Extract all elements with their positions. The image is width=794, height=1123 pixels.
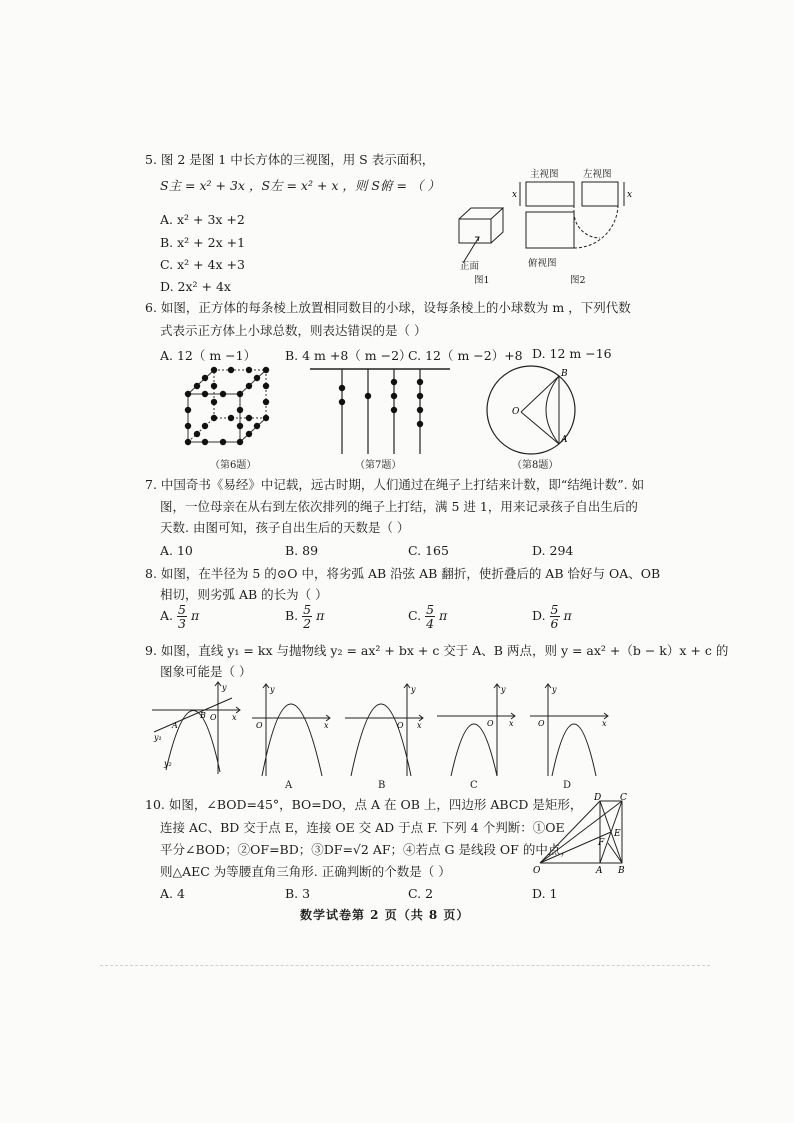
- q8-option-b: B. $\frac{5}{2}$ π: [285, 602, 325, 631]
- q9-graph-c-x: x: [509, 719, 514, 728]
- q9-graph-c: [437, 682, 519, 777]
- q6-option-c: C. 12（ m −2）+8: [408, 348, 523, 363]
- q9-graph-c-o: O: [487, 719, 494, 728]
- q5-fig1-label: 图1: [474, 275, 490, 286]
- q5-left-view-label: 左视图: [583, 169, 612, 180]
- q9-stem-line1: 9. 如图，直线 y₁ = kx 与抛物线 y₂ = ax² + bx + c 交于 A、B 两点，则 y = ax² +（b − k）x + c 的: [145, 643, 729, 658]
- q5-x-label-right: x: [627, 190, 633, 200]
- q5-fig2-label: 图2: [570, 275, 586, 286]
- q8-label-b: B: [561, 369, 568, 379]
- q10-option-b: B. 3: [285, 886, 311, 901]
- q5-option-b: B. x² + 2x +1: [160, 235, 246, 250]
- q10-label-a: A: [596, 866, 603, 876]
- q6-option-d: D. 12 m −16: [532, 346, 612, 361]
- q9-graph-d-x: x: [602, 719, 607, 728]
- q5-option-c: C. x² + 4x +3: [160, 257, 245, 272]
- q8-stem-line1: 8. 如图，在半径为 5 的⊙O 中，将劣弧 AB 沿弦 AB 翻折，使折叠后的 AB 恰好与 OA、OB: [145, 566, 661, 581]
- q8-circle-figure: [485, 364, 585, 456]
- q9-graph-b-label: B: [378, 780, 386, 791]
- q9-graph-d-label: D: [563, 780, 572, 791]
- q9-main-y: y: [222, 683, 227, 692]
- q6-option-a: A. 12（ m −1）: [160, 348, 257, 363]
- q5-top-view-label: 俯视图: [528, 258, 557, 269]
- q8-option-a: A. $\frac{5}{3}$ π: [160, 602, 200, 631]
- q10-label-c: C: [620, 793, 627, 803]
- q5-front-label: 正面: [460, 261, 480, 272]
- q9-main-y2: y₂: [164, 759, 172, 768]
- q10-label-d: D: [594, 793, 602, 803]
- q10-label-b: B: [618, 866, 625, 876]
- q9-main-graph: [152, 680, 244, 775]
- q7-stem-line3: 天数. 由图可知，孩子自出生后的天数是（ ）: [160, 520, 410, 535]
- q8-option-c: C. $\frac{5}{4}$ π: [408, 602, 448, 631]
- q9-graph-a-x: x: [324, 721, 329, 730]
- q9-graph-c-y: y: [501, 685, 506, 694]
- q7-ropes-figure: [310, 366, 455, 456]
- q6-caption: （第6题）: [210, 460, 257, 471]
- q5-x-label-left: x: [512, 190, 518, 200]
- q9-graph-b-y: y: [411, 685, 416, 694]
- q8-label-a: A: [561, 435, 568, 445]
- q9-stem-line2: 图象可能是（ ）: [160, 664, 252, 679]
- q7-caption: （第7题）: [355, 460, 402, 471]
- q10-stem-line3: 平分∠BOD；②OF=BD；③DF=√2 AF；④若点 G 是线段 OF 的中点，: [160, 842, 573, 857]
- q8-caption: （第8题）: [512, 460, 559, 471]
- q8-stem-line2: 相切，则劣弧 AB 的长为（ ）: [160, 587, 328, 602]
- q7-option-c: C. 165: [408, 543, 449, 558]
- q5-option-d: D. 2x² + 4x: [160, 279, 231, 294]
- q8-option-d: D. $\frac{5}{6}$ π: [532, 602, 572, 631]
- q10-stem-line1: 10. 如图，∠BOD=45°，BO=DO，点 A 在 OB 上，四边形 ABCD 是矩形，: [145, 797, 583, 812]
- q5-stem-line1: 5. 图 2 是图 1 中长方体的三视图，用 S 表示面积，: [145, 152, 435, 167]
- q9-graph-d: [530, 682, 612, 777]
- q10-option-c: C. 2: [408, 886, 434, 901]
- q7-stem-line1: 7. 中国奇书《易经》中记载，远古时期，人们通过在绳子上打结来计数，即“结绳计数”. 如: [145, 477, 645, 492]
- q6-stem-line1: 6. 如图，正方体的每条棱上放置相同数目的小球，设每条棱上的小球数为 m ，下列代数: [145, 300, 631, 315]
- q10-label-o: O: [533, 866, 541, 876]
- q9-graph-d-y: y: [552, 685, 557, 694]
- q9-graph-a-label: A: [285, 780, 293, 791]
- q7-option-a: A. 10: [160, 543, 193, 558]
- q6-stem-line2: 式表示正方体上小球总数，则表达错误的是（ ）: [160, 323, 427, 338]
- q9-graph-a-y: y: [270, 685, 275, 694]
- page-footer: 数学试卷第 2 页（共 8 页）: [300, 908, 470, 922]
- q5-stem-line2: S主 = x² + 3x ，S左 = x² + x ，则 S俯 = （ ）: [160, 178, 440, 193]
- q6-option-b: B. 4 m +8（ m −2）: [285, 348, 412, 363]
- q7-option-b: B. 89: [285, 543, 319, 558]
- q10-label-e: E: [614, 829, 621, 839]
- q10-option-d: D. 1: [532, 886, 558, 901]
- q10-label-f: F: [598, 838, 605, 848]
- q8-label-o: O: [512, 407, 520, 417]
- q5-main-view-label: 主视图: [530, 169, 559, 180]
- scan-edge-line: [100, 965, 710, 966]
- q9-main-b: B: [200, 711, 206, 720]
- q7-stem-line2: 图，一位母亲在从右到左依次排列的绳子上打结，满 5 进 1，用来记录孩子自出生后的: [160, 499, 638, 514]
- q10-figure: [530, 793, 630, 878]
- q9-main-a: A: [172, 721, 178, 730]
- q9-graph-b: [345, 682, 427, 777]
- q9-graph-b-x: x: [417, 721, 422, 730]
- q9-graph-b-o: O: [397, 721, 404, 730]
- q9-graph-c-label: C: [470, 780, 478, 791]
- q9-graph-a: [252, 682, 334, 777]
- q9-main-y1: y₁: [154, 733, 162, 742]
- q10-stem-line2: 连接 AC、BD 交于点 E，连接 OE 交 AD 于点 F. 下列 4 个判断：①OE: [160, 820, 565, 835]
- q9-main-o: O: [210, 713, 217, 722]
- q5-option-a: A. x² + 3x +2: [160, 212, 245, 227]
- q9-graph-a-o: O: [256, 721, 263, 730]
- q5-figure-2-views: [510, 178, 635, 258]
- q9-main-x: x: [232, 713, 237, 722]
- q7-option-d: D. 294: [532, 543, 574, 558]
- q10-option-a: A. 4: [160, 886, 185, 901]
- q6-cube-figure: [180, 362, 280, 450]
- q9-graph-d-o: O: [538, 719, 545, 728]
- q10-stem-line4: 则△AEC 为等腰直角三角形. 正确判断的个数是（ ）: [160, 864, 451, 879]
